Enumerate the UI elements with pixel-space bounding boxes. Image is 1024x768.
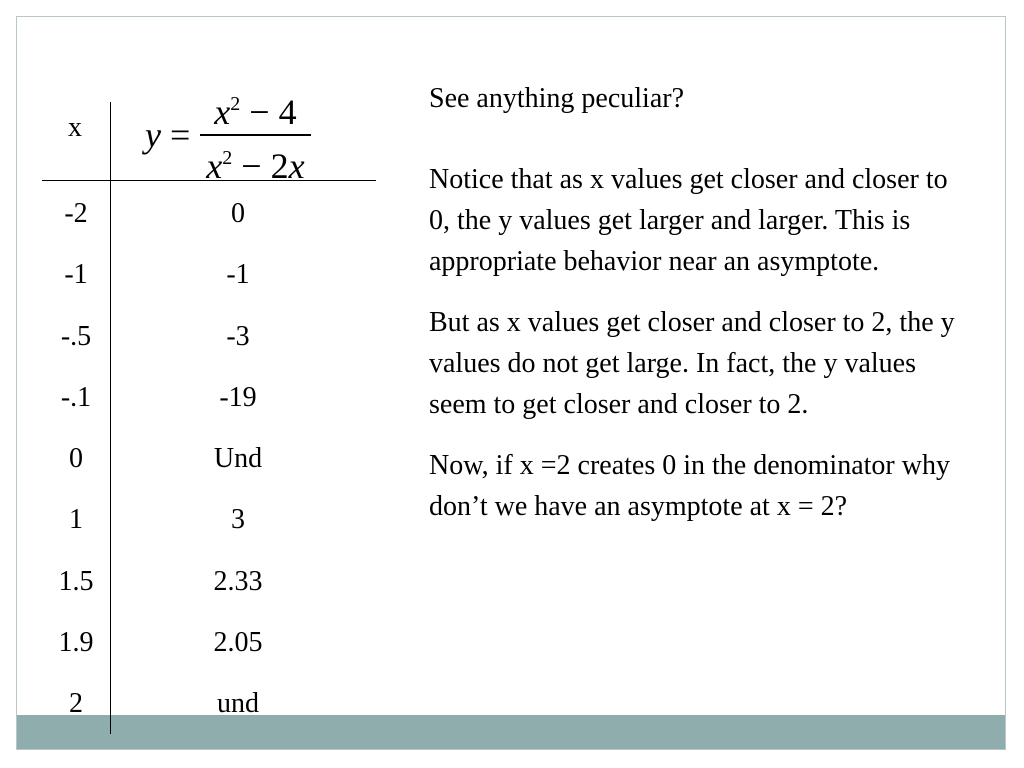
formula-fraction: [200, 82, 310, 188]
y-value: -1: [226, 259, 250, 291]
x-value: 1.9: [58, 627, 94, 659]
explanation-text: [429, 78, 969, 527]
question-paragraph: See anything peculiar?: [429, 83, 685, 114]
value-table: [40, 70, 380, 740]
y-value: 2.05: [213, 627, 263, 659]
x-value: -.5: [60, 320, 92, 352]
formula-denominator: $x^2 - 2x$: [206, 146, 305, 186]
y-value: und: [217, 688, 259, 720]
y-value: 3: [231, 504, 245, 536]
table-body: [40, 198, 380, 750]
table-row: [40, 566, 380, 627]
formula-numerator: $x^2 - 4$: [214, 92, 297, 132]
x-value: 2: [69, 688, 83, 720]
y-value: -3: [226, 320, 250, 352]
x-value: 0: [69, 443, 83, 475]
x-value: 1: [69, 504, 83, 536]
table-row: [40, 321, 380, 382]
table-row: [40, 382, 380, 443]
table-row: [40, 198, 380, 259]
x-value: -1: [64, 259, 88, 291]
y-value: 0: [231, 198, 245, 229]
x-value: -.1: [60, 381, 92, 413]
y-value: 2.33: [213, 565, 263, 597]
notice-paragraph: Notice that as x values get closer and closer to 0, the y values get larger and larger. This is appropriate behavior near an asymptote.: [429, 164, 948, 277]
table-row: [40, 688, 380, 749]
x-column-header: x: [68, 112, 82, 143]
y-value: Und: [213, 443, 263, 475]
y-formula-header: [145, 80, 311, 190]
table-row: [40, 259, 380, 320]
now-paragraph: Now, if x =2 creates 0 in the denominator why don’t we have an asymptote at x = 2?: [429, 450, 950, 522]
y-value: -19: [219, 381, 257, 413]
table-row: [40, 504, 380, 565]
table-row: [40, 627, 380, 688]
x-value: 1.5: [58, 565, 94, 597]
but-paragraph: But as x values get closer and closer to 2, the y values do not get large. In fact, the y values seem to get closer and closer to 2.: [429, 307, 955, 420]
x-value: -2: [64, 198, 88, 229]
table-row: [40, 443, 380, 504]
formula-lhs: y =: [145, 115, 191, 155]
